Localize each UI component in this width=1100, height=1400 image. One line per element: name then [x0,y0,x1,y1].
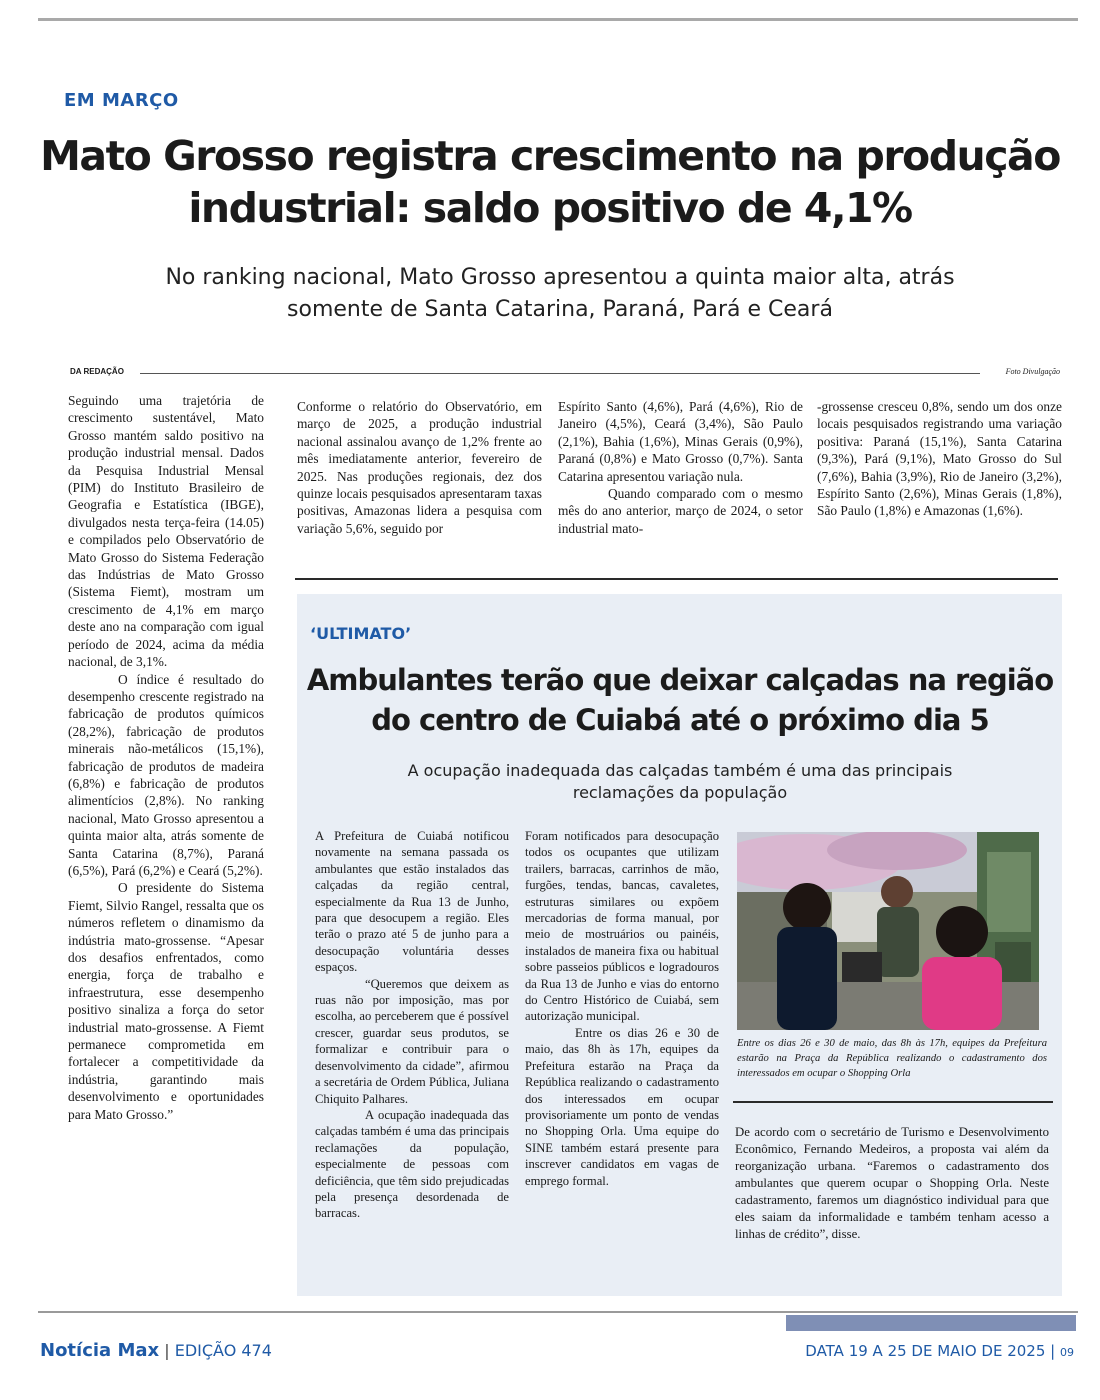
paragraph: Espírito Santo (4,6%), Pará (4,6%), Rio de Janeiro (4,5%), Ceará (3,4%), São Paulo (2,1%), Bahia (1,6%), Minas Gerais (0,9%), Paraná (0,8%) e Mato Grosso (0,7%). Santa Catarina apresentou variação nula. [558,399,803,484]
article-headline: Mato Grosso registra crescimento na produção industrial: saldo positivo de 4,1% [40,132,1060,232]
paragraph: Conforme o relatório do Observatório, em março de 2025, a produção industrial nacional assinalou avanço de 1,2% frente ao mês imediatamente anterior, fevereiro de 2025. Nas produções regionais, dez dos quinze locais pesquisados apresentaram taxas positivas, Amazonas lidera a pesquisa com variação 5,6%, seguido por [297,399,542,536]
box-column-1 [315,828,509,1222]
footer-rule [38,1311,1078,1313]
box-headline: Ambulantes terão que deixar calçadas na região do centro de Cuiabá até o próximo dia 5 [306,663,1054,737]
paragraph: O índice é resultado do desempenho crescente registrado na fabricação de produtos químicos (28,2%), fabricação de produtos minerais não-metálicos (15,1%), fabricação de produtos de madeira (6,8%) e fabricação de produtos alimentícios (2,8%). No ranking nacional, Mato Grosso apresentou a quinta maior alta, atrás somente de Santa Catarina (8,7%), Paraná (6,5%), Pará (6,2%) e Ceará (5,2%). [68,671,264,878]
article-column-3 [558,398,803,537]
paragraph: A Prefeitura de Cuiabá notificou novamente na semana passada os ambulantes que estão instalados das calçadas da região central, especialmente da Rua 13 de Junho, para que desocupem a região. Eles terão o prazo até 5 de junho para a desocupação voluntária desses espaços. [315,829,509,975]
paragraph: Seguindo uma trajetória de crescimento sustentável, Mato Grosso mantém saldo positivo na produção industrial mensal. Dados da Pesquisa Industrial Mensal (PIM) do Instituto Brasileiro de Geografia e Estatística (IBGE), divulgados nesta terça-feira (14.05) e compilados pelo Observatório de Mato Grosso do Sistema Federação das Indústrias de Mato Grosso (Sistema Fiemt), mostram um crescimento de 4,1% em março deste ano na comparação com igual período de 2024, acima da média nacional, de 3,1%. [68,393,264,670]
photo-caption: Entre os dias 26 e 30 de maio, das 8h às 17h, equipes da Prefeitura estarão na Praça da República realizando o cadastramento dos interessados em ocupar o Shopping Orla [737,1038,1047,1079]
byline-divider [140,373,980,374]
paragraph: Foram notificados para desocupação todos os ocupantes que utilizam trailers, barracas, carrinhos de mão, furgões, tendas, bancas, cavaletes, estruturas similares ou expõem mercadorias de forma manual, por meio de mostruários ou painéis, instalados de maneira fixa ou habitual sobre passeios públicos e logradouros da Rua 13 de Junho e vias do entorno do Centro Histórico de Cuiabá, sem autorização municipal. [525,829,719,1024]
byline-row [70,367,1060,379]
page-number: 09 [1060,1346,1074,1359]
caption-divider [733,1101,1053,1103]
article-kicker: EM MARÇO [64,90,179,111]
street-vendors-photo [737,832,1039,1030]
paragraph: O presidente do Sistema Fiemt, Silvio Rangel, ressalta que os números refletem o dinamismo da indústria mato-grossense. “Apesar dos desafios enfrentados, como energia, força de trabalho e infraestrutura, esse desempenho positivo sinaliza a força do setor industrial mato-grossense. A Fiemt permanece comprometida em fortalecer a competitividade da indústria, garantindo mais desenvolvimento e oportunidades para Mato Grosso.” [68,880,265,1122]
box-column-3 [735,1124,1049,1243]
paragraph: Entre os dias 26 e 30 de maio, das 8h às 17h, equipes da Prefeitura estarão na Praça da República realizando o cadastramento dos interessados em ocupar provisoriamente um ponto de vendas no Shopping Orla. Uma equipe do SINE também estará presente para inscrever candidatos em vagas de emprego formal. [525,1025,719,1188]
paragraph: Quando comparado com o mesmo mês do ano anterior, março de 2024, o setor industrial mato- [558,486,803,536]
box-column-2 [525,828,719,1189]
byline: DA REDAÇÃO [70,367,124,376]
photo-illustration [737,832,1039,1030]
edition-number: EDIÇÃO 474 [174,1341,272,1360]
publication-name: Notícia Max [40,1340,160,1361]
footer-date [805,1342,1074,1360]
paragraph: “Queremos que deixem as ruas não por imposição, mas por escolha, ao perceberem que é possível crescer, guardar seus produtos, se formalizar e contribuir para o desenvolvimento da cidade”, afirmou a secretária de Ordem Pública, Juliana Chiquito Palhares. [315,976,509,1106]
top-rule [38,18,1078,21]
footer-accent-bar [786,1315,1076,1331]
section-divider [295,578,1058,580]
footer-separator: | [1045,1342,1060,1360]
article-subhead: No ranking nacional, Mato Grosso apresentou a quinta maior alta, atrás somente de Santa Catarina, Paraná, Pará e Ceará [165,265,955,322]
paragraph: -grossense cresceu 0,8%, sendo um dos onze locais pesquisados registrando uma variação positiva: Paraná (15,1%), Santa Catarina (9,3%), Pará (9,1%), Mato Grosso do Sul (7,6%), Bahia (3,9%), Rio de Janeiro (3,2%), Espírito Santo (2,6%), Minas Gerais (1,8%), São Paulo (1,8%) e Amazonas (1,6%). [817,399,1062,519]
article-column-2 [297,398,542,537]
box-subhead: A ocupação inadequada das calçadas também é uma das principais reclamações da população [407,761,953,802]
article-column-1 [68,392,264,1123]
issue-date: DATA 19 A 25 DE MAIO DE 2025 [805,1342,1046,1360]
photo-credit: Foto Divulgação [1005,367,1060,376]
paragraph: De acordo com o secretário de Turismo e Desenvolvimento Econômico, Fernando Medeiros, a proposta vai além da reorganização urbana. “Faremos o cadastramento dos ambulantes que querem ocupar o Shopping Orla. Neste cadastramento, faremos um diagnóstico individual para que eles saiam da informalidade e também tenham acesso a linhas de crédito”, disse. [735,1125,1049,1241]
paragraph: A ocupação inadequada das calçadas também é uma das principais reclamações da população, especialmente de pessoas com deficiência, que têm sido prejudicadas pela presença desordenada de barracas. [315,1107,509,1221]
article-column-4 [817,398,1062,520]
footer-publication [40,1340,272,1361]
footer-separator: | [159,1341,175,1360]
box-kicker: ‘ULTIMATO’ [310,624,412,643]
